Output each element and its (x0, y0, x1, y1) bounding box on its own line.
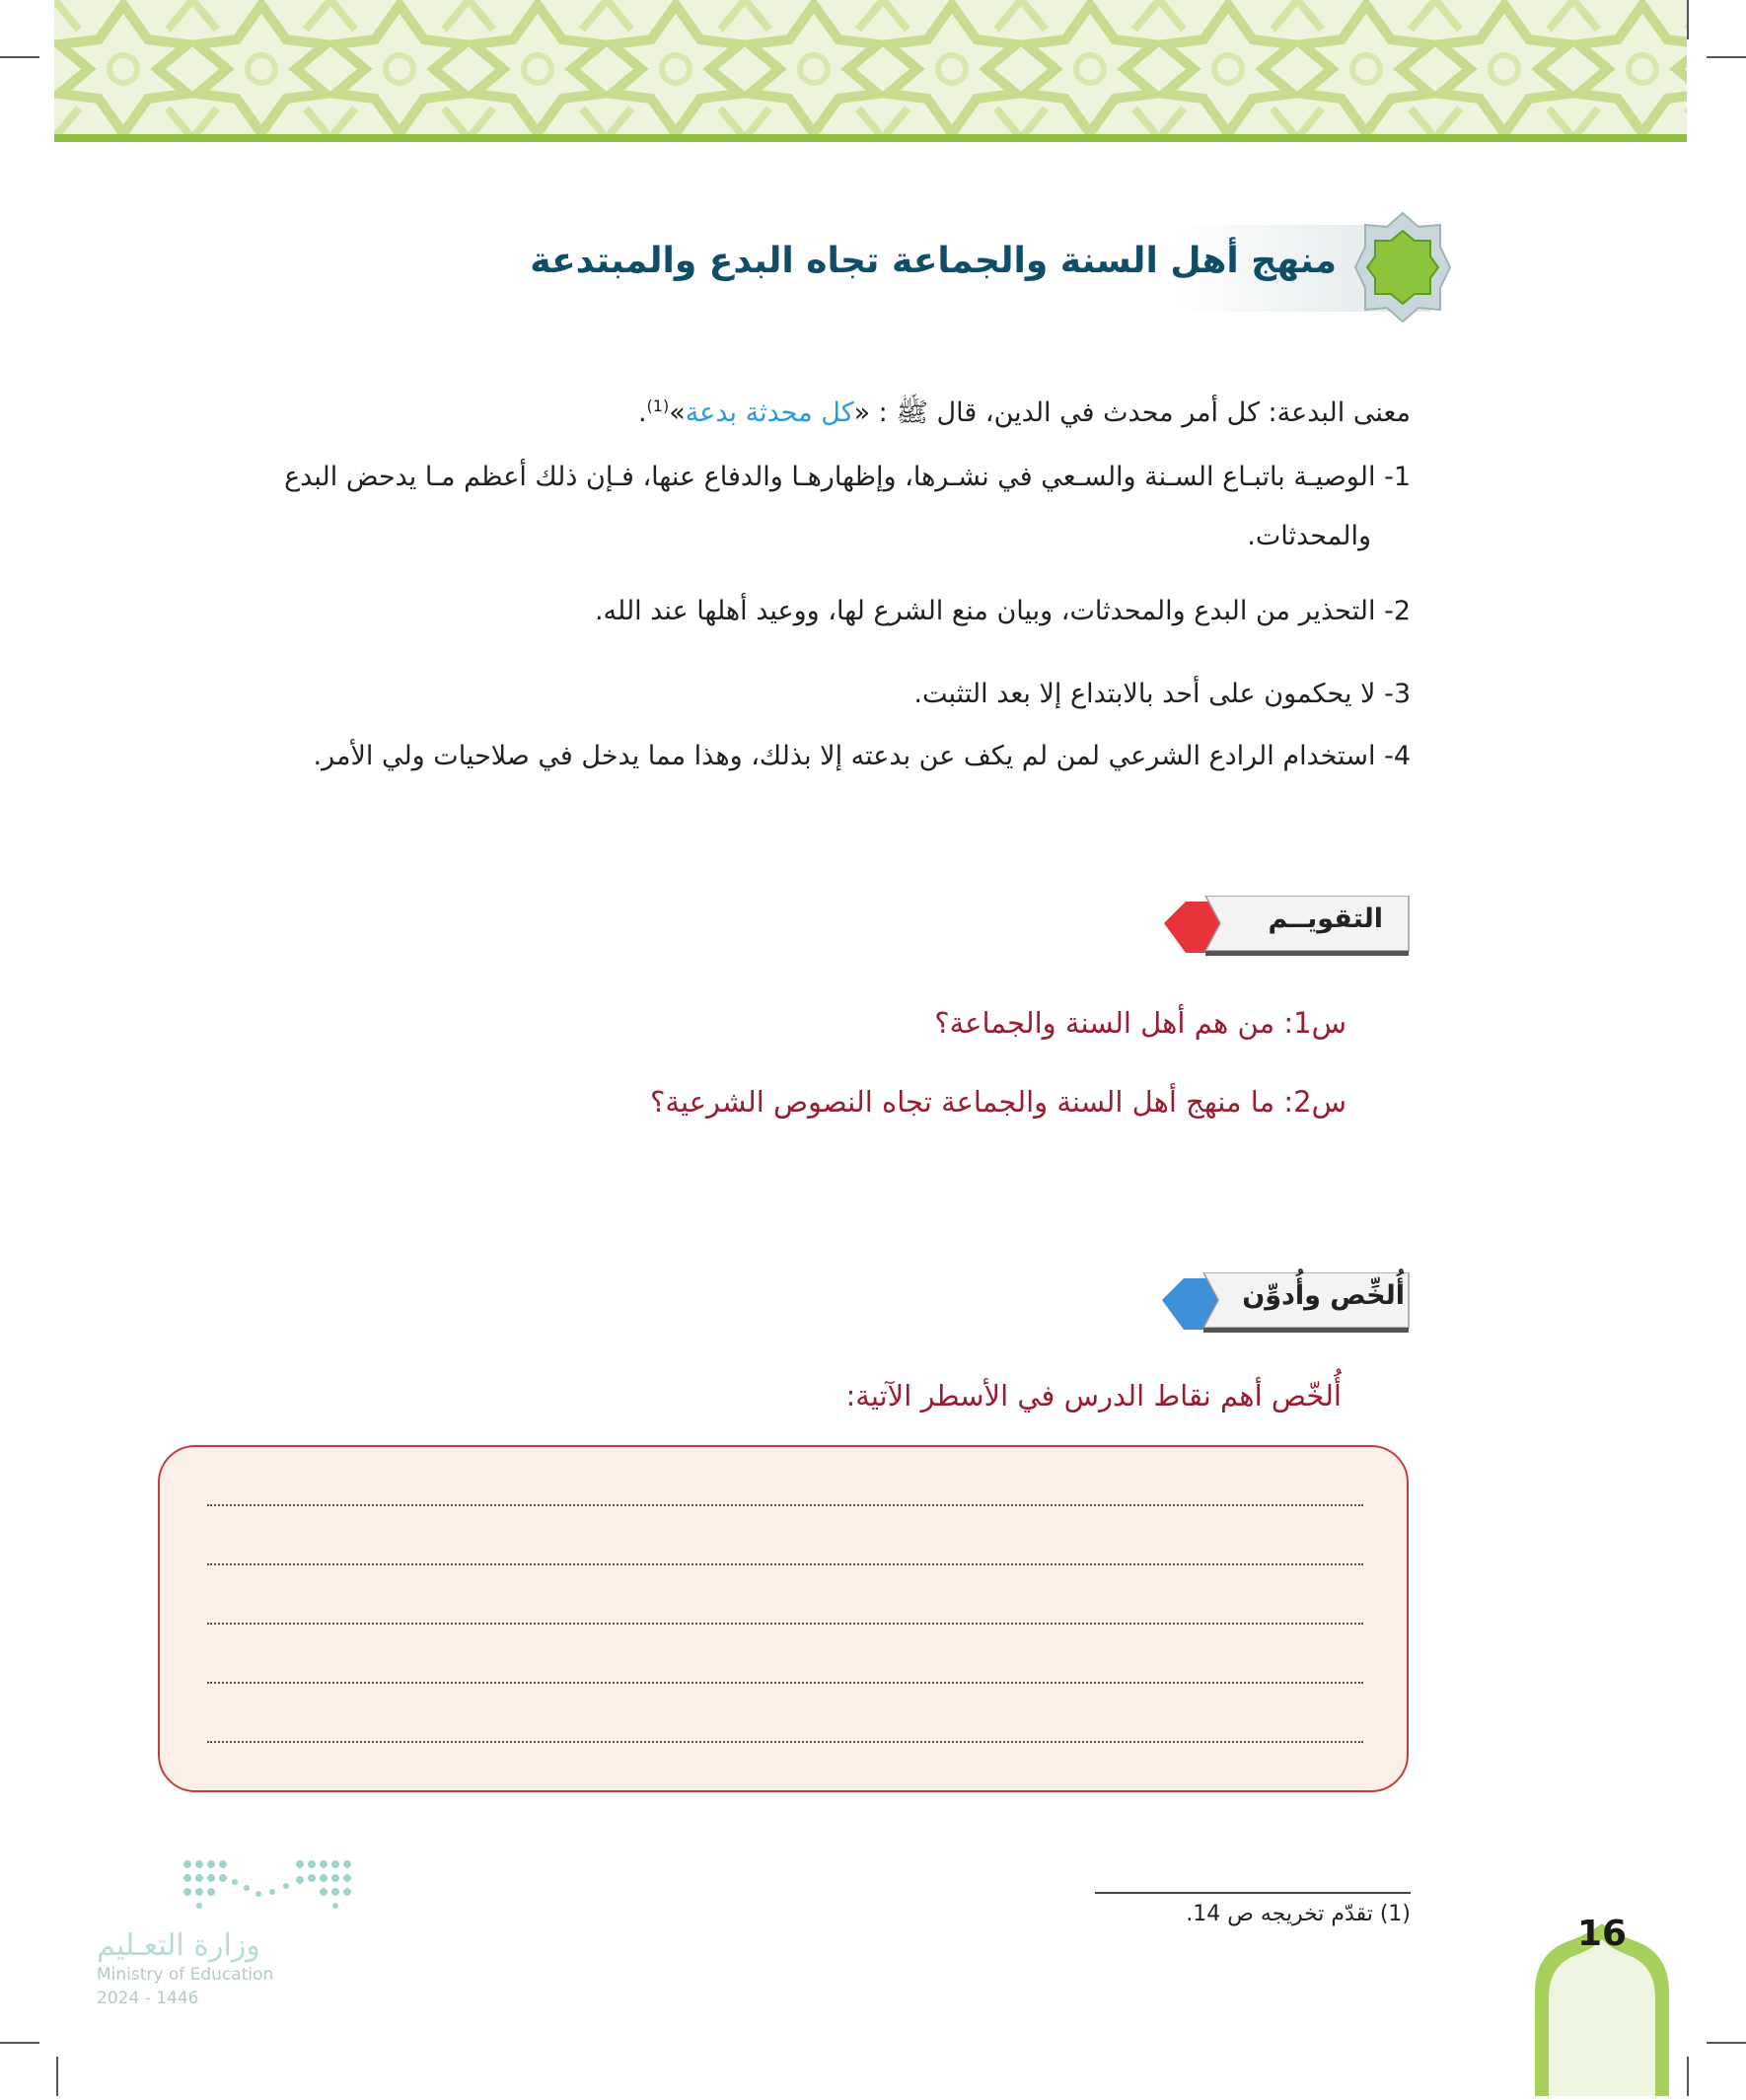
edition-year: 2024 - 1446 (97, 1989, 199, 2008)
evaluation-tag (1146, 896, 1413, 961)
point-number: 3- (1384, 679, 1411, 709)
summary-tag (1144, 1272, 1413, 1338)
crop-mark (0, 2042, 39, 2044)
point-1-continuation: والمحدثات. (1247, 521, 1371, 551)
crop-mark (0, 56, 39, 58)
definition-label: معنى البدعة: (1268, 398, 1411, 428)
summary-tag-label: أُلخِّص وأُدوِّن (1242, 1280, 1405, 1311)
crop-mark (1687, 0, 1689, 39)
point-1 (284, 454, 1411, 501)
crop-mark (1707, 56, 1746, 58)
evaluation-tag-label: التقويــم (1268, 904, 1383, 934)
page-number: 16 (1576, 1914, 1628, 1954)
point-number: 2- (1384, 596, 1411, 626)
ministry-name-english: Ministry of Education (97, 1965, 274, 1985)
ministry-name-arabic: وزارة التعـليم (97, 1928, 260, 1963)
point-number: 4- (1384, 741, 1411, 771)
octagon-emblem-icon (1353, 211, 1452, 328)
definition-end: . (637, 398, 647, 428)
writing-line[interactable] (207, 1563, 1363, 1565)
point-text: الوصيـة باتبـاع السـنة والسـعي في نشـرها، وإظهارهـا والدفاع عنها، فـإن ذلك أعظم مـا يدحض البدع (284, 462, 1376, 492)
definition-text: كل أمر محدث في الدين، قال ﷺ : « (853, 398, 1260, 428)
question-label: س2: (1283, 1085, 1346, 1119)
quote-close: » (669, 398, 686, 428)
footnote-rule (1095, 1892, 1411, 1894)
writing-line[interactable] (207, 1504, 1363, 1506)
writing-line[interactable] (207, 1623, 1363, 1625)
point-2 (595, 588, 1411, 635)
question-text: من هم أهل السنة والجماعة؟ (934, 1006, 1275, 1040)
summary-instruction: أُلخّص أهم نقاط الدرس في الأسطر الآتية: (845, 1379, 1342, 1412)
question-label: س1: (1283, 1006, 1346, 1040)
section-title: منهج أهل السنة والجماعة تجاه البدع والمبتدعة (530, 241, 1337, 281)
summary-writing-box[interactable] (158, 1445, 1409, 1792)
question-text: ما منهج أهل السنة والجماعة تجاه النصوص الشرعية؟ (650, 1085, 1275, 1119)
header-pattern-band (54, 0, 1687, 138)
writing-line[interactable] (207, 1682, 1363, 1684)
crop-mark (56, 2057, 58, 2096)
header-green-rule (54, 134, 1687, 142)
ministry-logo-icon (178, 1854, 355, 1918)
point-3 (913, 671, 1411, 718)
footnote-text: (1) تقدّم تخريجه ص 14. (1186, 1902, 1411, 1926)
point-text: استخدام الرادع الشرعي لمن لم يكف عن بدعته إلا بذلك، وهذا مما يدخل في صلاحيات ولي الأمر. (313, 741, 1376, 771)
footnote-ref: (1) (646, 397, 670, 415)
crop-mark (1707, 2042, 1746, 2044)
point-text: التحذير من البدع والمحدثات، وبيان منع الشرع لها، ووعيد أهلها عند الله. (594, 596, 1376, 626)
point-text: لا يحكمون على أحد بالابتداع إلا بعد التثبت. (913, 679, 1376, 709)
writing-line[interactable] (207, 1741, 1363, 1743)
hadith-quote: كل محدثة بدعة (685, 398, 854, 428)
question-1 (934, 1006, 1346, 1040)
question-2 (650, 1085, 1346, 1119)
definition-paragraph (638, 383, 1411, 437)
point-4 (314, 733, 1411, 780)
point-number: 1- (1384, 462, 1411, 492)
crop-mark (1687, 2057, 1689, 2096)
